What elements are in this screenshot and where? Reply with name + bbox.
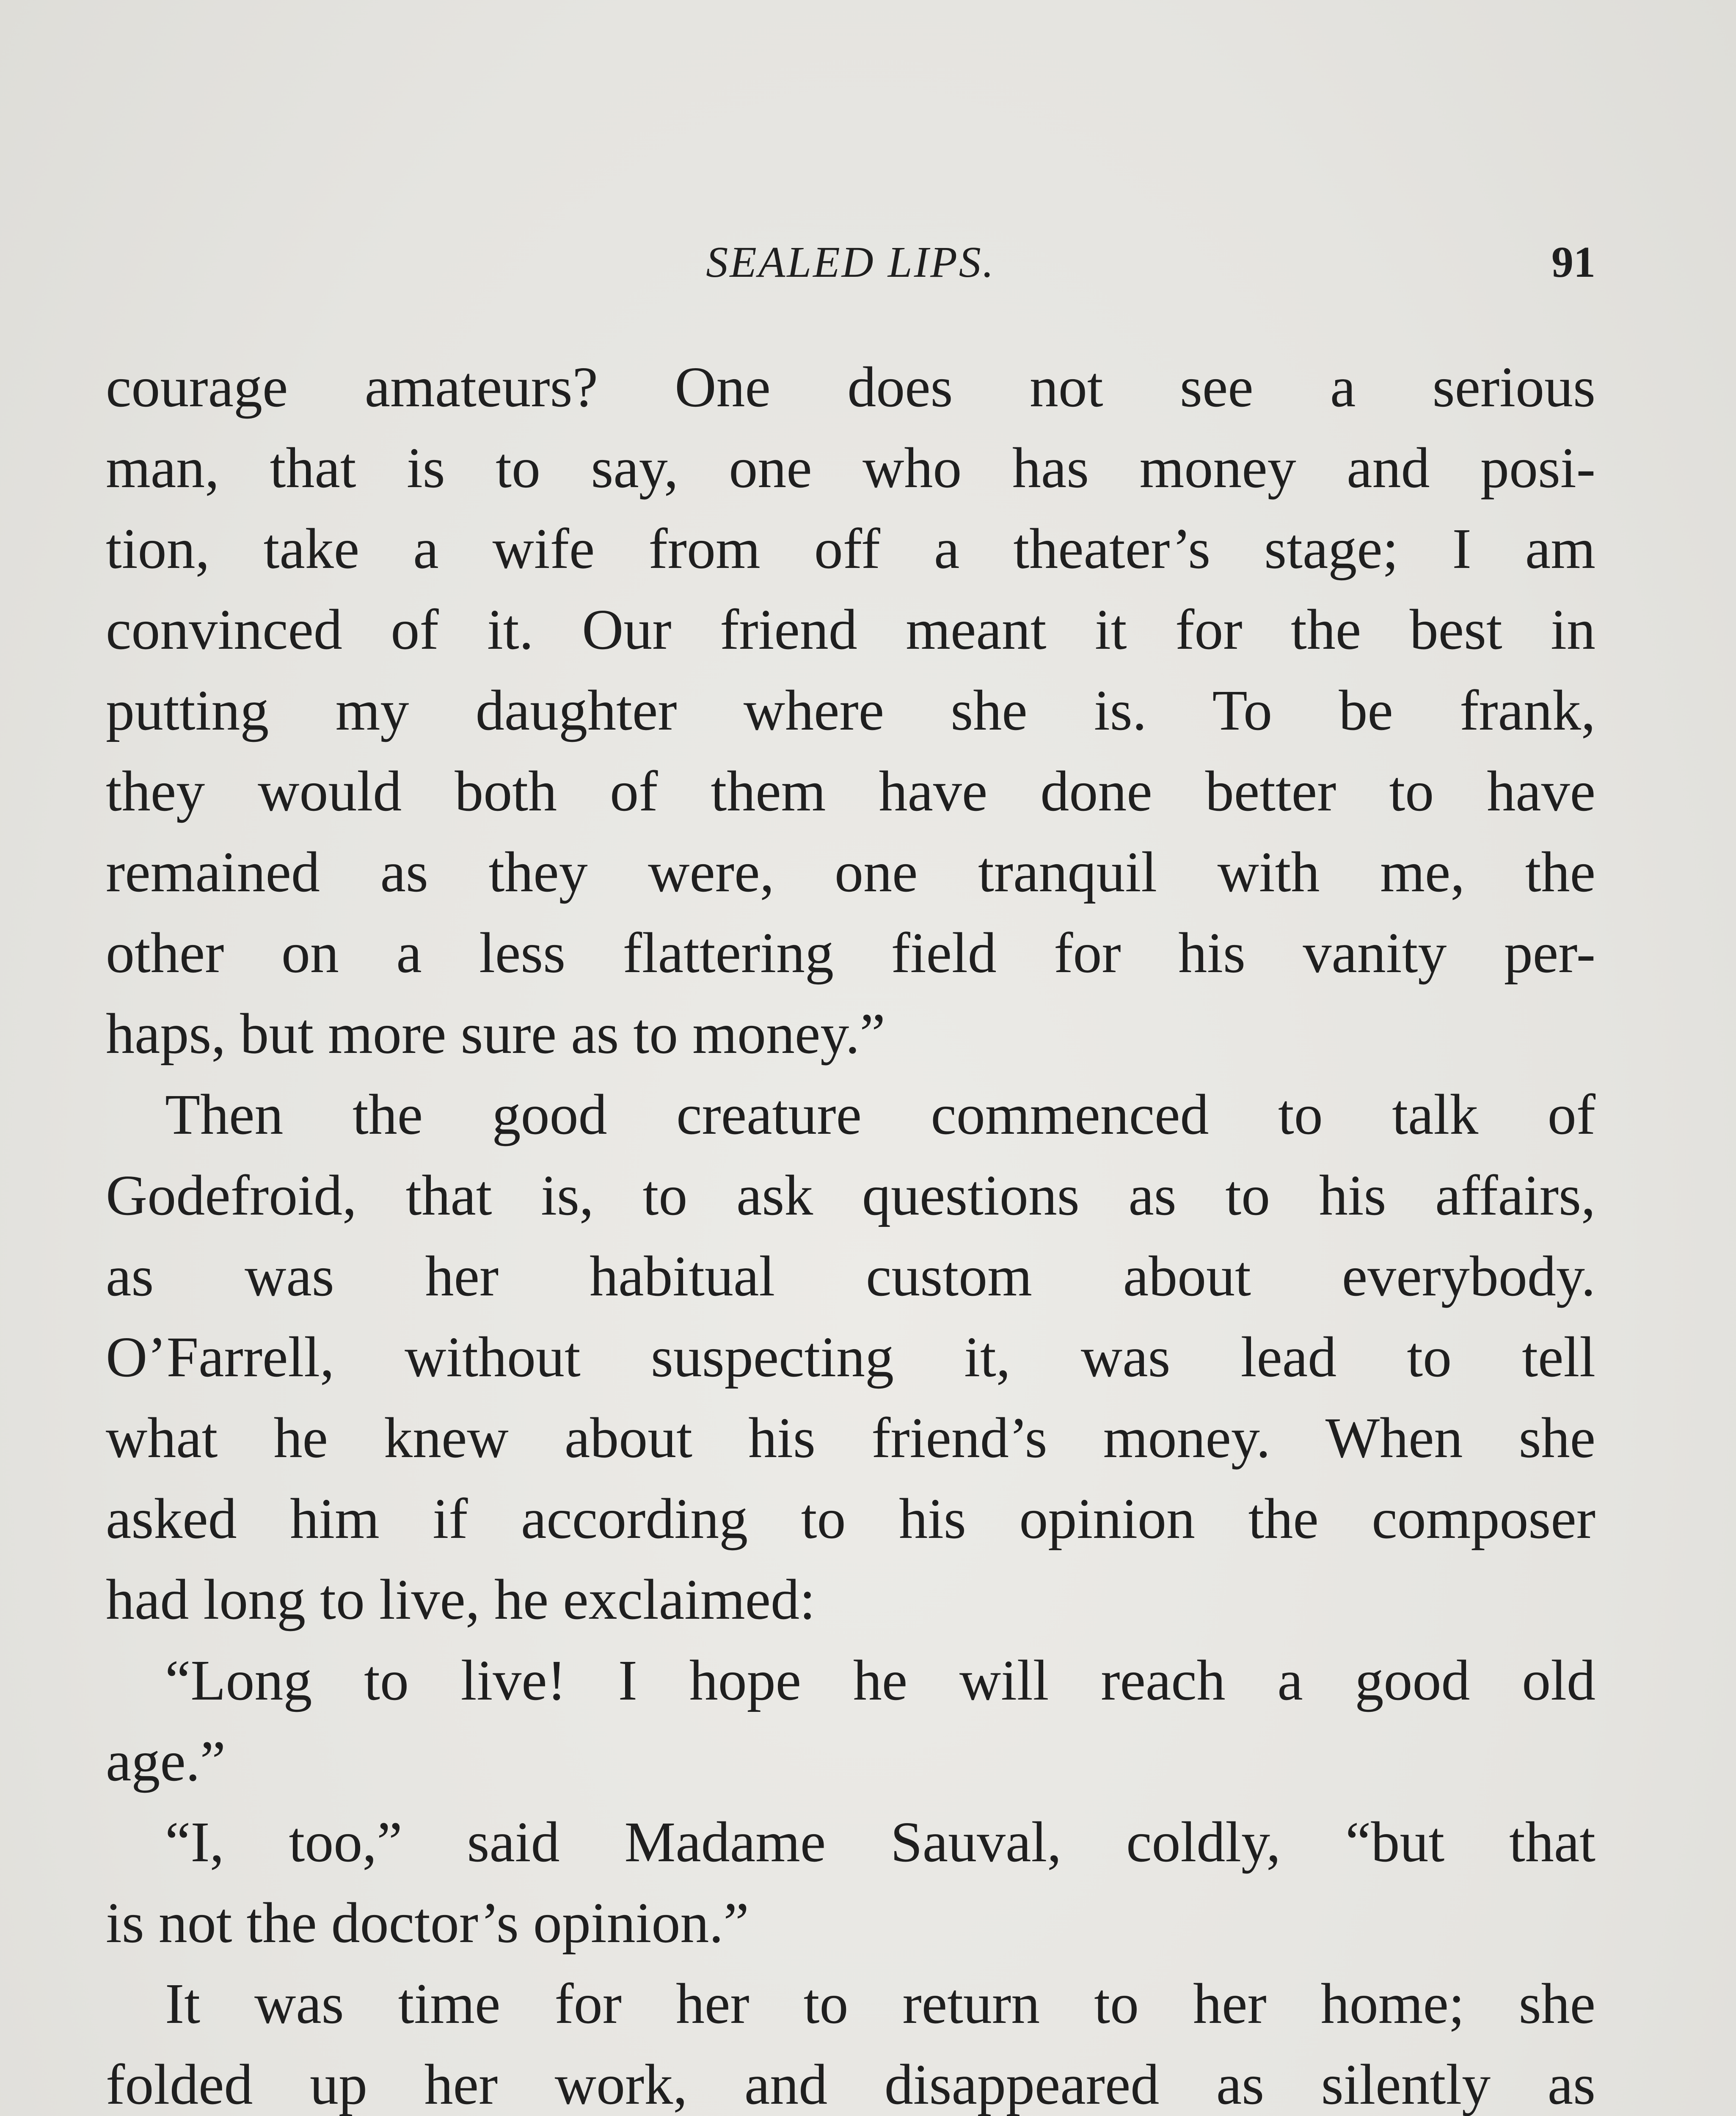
text-line: tion, take a wife from off a theater’s stage; I am	[106, 517, 1595, 581]
text-line: It was time for her to return to her home; she	[165, 1972, 1595, 2036]
text-line: “Long to live! I hope he will reach a good old	[165, 1649, 1595, 1712]
text-line: they would both of them have done better to have	[106, 760, 1595, 823]
text-line: as was her habitual custom about everybody.	[106, 1245, 1595, 1308]
text-line: convinced of it. Our friend meant it for the best in	[106, 598, 1595, 661]
text-line: had long to live, he exclaimed:	[106, 1568, 816, 1631]
running-title: SEALED LIPS.	[706, 238, 995, 287]
text-line: remained as they were, one tranquil with me, the	[106, 840, 1595, 904]
text-line: man, that is to say, one who has money and posi-	[106, 436, 1595, 500]
text-line: what he knew about his friend’s money. When she	[106, 1406, 1595, 1470]
text-line: Then the good creature commenced to talk of	[165, 1083, 1595, 1146]
running-head	[106, 237, 1595, 296]
text-line: O’Farrell, without suspecting it, was lead to tell	[106, 1325, 1595, 1389]
text-line: “I, too,” said Madame Sauval, coldly, “but that	[165, 1810, 1595, 1874]
text-line: other on a less flattering field for his vanity per-	[106, 921, 1595, 985]
body-text	[106, 347, 1595, 2116]
text-line: haps, but more sure as to money.”	[106, 1002, 885, 1066]
text-line: Godefroid, that is, to ask questions as to his affairs,	[106, 1164, 1595, 1227]
text-line: is not the doctor’s opinion.”	[106, 1891, 749, 1955]
text-line: putting my daughter where she is. To be frank,	[106, 679, 1595, 742]
text-line: folded up her work, and disappeared as silently as	[106, 2053, 1595, 2116]
page-number: 91	[1551, 238, 1595, 287]
text-line: age.”	[106, 1730, 226, 1793]
text-line: asked him if according to his opinion the composer	[106, 1487, 1595, 1551]
text-line: courage amateurs? One does not see a serious	[106, 355, 1595, 419]
